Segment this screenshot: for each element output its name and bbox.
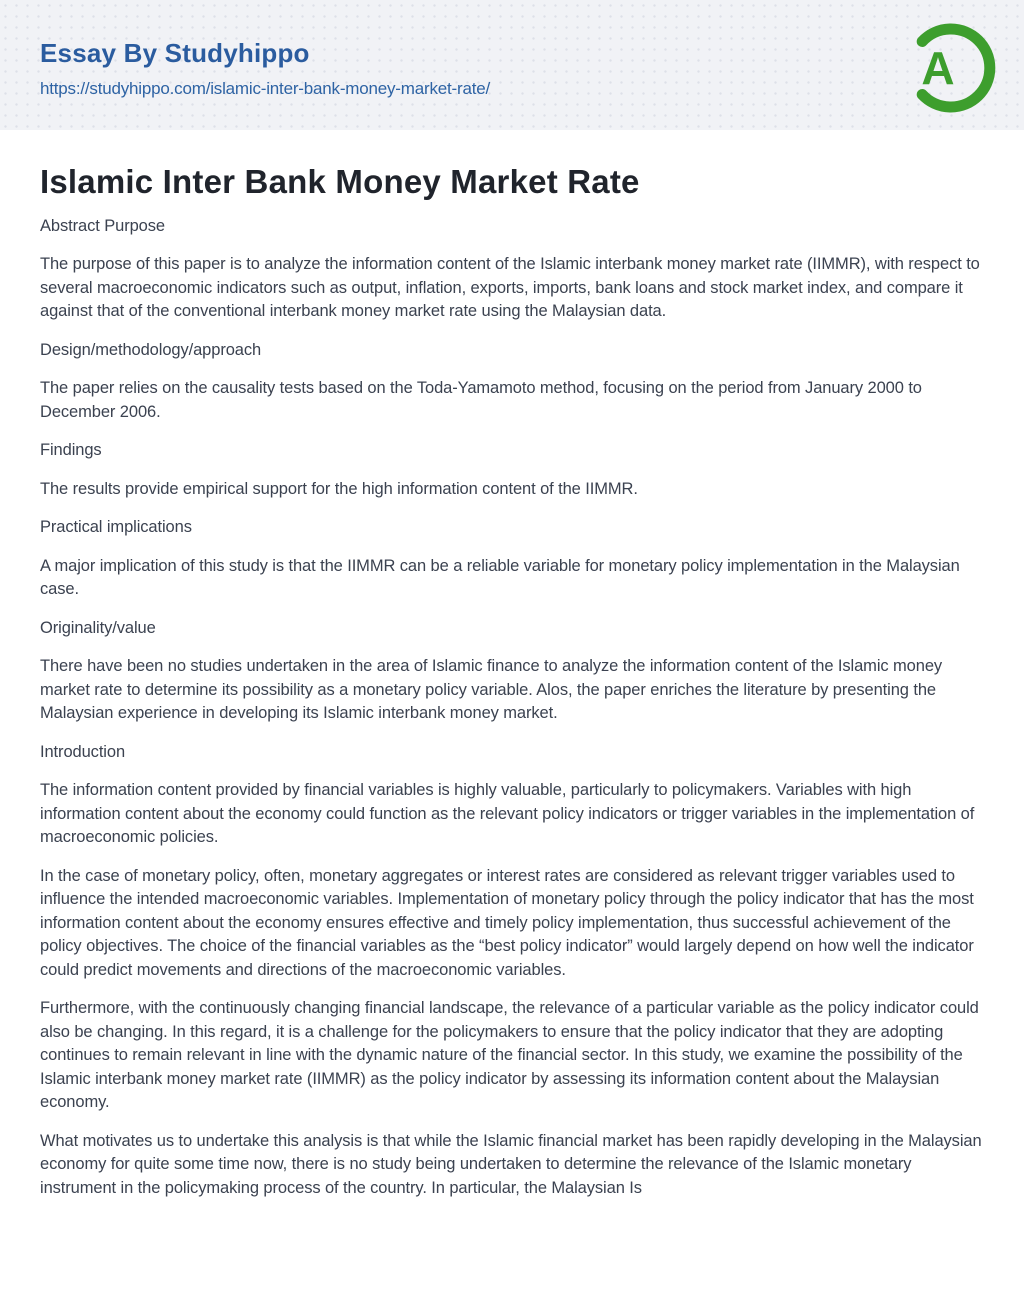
section-heading: Abstract Purpose: [40, 216, 165, 235]
article-paragraph: The paper relies on the causality tests based on the Toda-Yamamoto method, focusing on the period from January 2000 to December 2006.: [40, 379, 922, 421]
section-heading: Design/methodology/approach: [40, 340, 262, 359]
article-content: [0, 130, 1024, 1200]
section-heading: Practical implications: [40, 518, 192, 537]
page-title: Islamic Inter Bank Money Market Rate: [40, 163, 640, 200]
article-paragraph: Furthermore, with the continuously changing financial landscape, the relevance of a particular variable as the policy indicator could also be changing. In this regard, it is a challenge for the policymakers to ensure that the policy indicator that they are adopting continues to remain relevant in line with the dynamic nature of the financial sector. In this study, we examine the possibility of the Islamic interbank money market rate (IIMMR) as the policy indicator by assessing its information content about the Malaysian economy.: [40, 999, 979, 1112]
article-paragraph: The information content provided by financial variables is highly valuable, particularly to policymakers. Variables with high information content about the economy could function as the relevant policy indicators or trigger variables in the implementation of macroeconomic policies.: [40, 781, 975, 847]
header-text-block: [40, 38, 490, 99]
page-header: [0, 0, 1024, 130]
site-title: Essay By Studyhippo: [40, 37, 310, 68]
section-heading: Introduction: [40, 742, 126, 761]
article-paragraph: The results provide empirical support for the high information content of the IIMMR.: [40, 479, 638, 498]
article-paragraph: What motivates us to undertake this analysis is that while the Islamic financial market has been rapidly developing in the Malaysian economy for quite some time now, there is no study being undertaken to determine the relevance of the Islamic monetary instrument in the policymaking process of the country. In particular, the Malaysian Is: [40, 1131, 982, 1197]
logo-arc-a-icon: [902, 18, 1002, 118]
article-paragraph: There have been no studies undertaken in the area of Islamic finance to analyze the information content of the Islamic money market rate to determine its possibility as a monetary policy variable. Alos, the paper enriches the literature by presenting the Malaysian experience in developing its Islamic interbank money market.: [40, 657, 943, 723]
article-paragraph: The purpose of this paper is to analyze the information content of the Islamic interbank money market rate (IIMMR), with respect to several macroeconomic indicators such as output, inflation, exports, imports, bank loans and stock market index, and compare it against that of the conventional interbank money market rate using the Malaysian data.: [40, 255, 980, 321]
article-paragraph: In the case of monetary policy, often, monetary aggregates or interest rates are considered as relevant trigger variables used to influence the intended macroeconomic variables. Implementation of monetary policy through the policy indicator that has the most information content about the economy ensures effective and timely policy implementation, thus successful achievement of the policy objectives. The choice of the financial variables as the “best policy indicator” would largely depend on how well the indicator could predict movements and directions of the macroeconomic variables.: [40, 866, 974, 979]
article-blocks: [40, 215, 984, 1201]
section-heading: Originality/value: [40, 618, 156, 637]
studyhippo-logo-icon: [902, 18, 1002, 118]
article-paragraph: A major implication of this study is that the IIMMR can be a reliable variable for monetary policy implementation in the Malaysian case.: [40, 556, 960, 599]
source-url-link[interactable]: https://studyhippo.com/islamic-inter-bank-money-market-rate/: [40, 78, 490, 98]
section-heading: Findings: [40, 441, 102, 460]
logo-letter: A: [921, 42, 955, 94]
